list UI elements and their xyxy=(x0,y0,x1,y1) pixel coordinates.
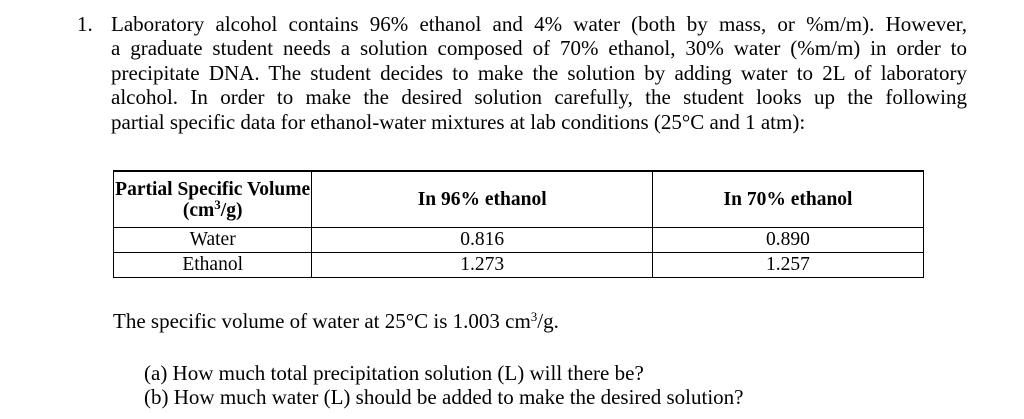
partial-specific-volume-table xyxy=(113,170,924,278)
cell-ethanol-96: 1.273 xyxy=(312,253,653,278)
question-b: (b) How much water (L) should be added to make the desired solution? xyxy=(144,385,744,409)
table-header-row xyxy=(114,171,924,228)
cell-ethanol-70: 1.257 xyxy=(652,253,923,278)
statement-line: a graduate student needs a solution composed of 70% ethanol, 30% water (%m/m) in order to xyxy=(111,36,967,61)
row-label-ethanol: Ethanol xyxy=(114,253,312,278)
table-row xyxy=(114,228,924,253)
problem-number: 1. xyxy=(77,12,93,36)
header-unit: $(cm^3/g)$ xyxy=(182,196,243,221)
header-96-ethanol: In 96% ethanol xyxy=(312,171,653,228)
statement-line: precipitate DNA. The student decides to make the solution by adding water to 2L of laboratory xyxy=(111,60,967,85)
header-70-ethanol: In 70% ethanol xyxy=(652,171,923,228)
specific-volume-statement: The specific volume of water at 25°C is 1.003 $cm^3/g$. xyxy=(113,309,559,333)
row-label-water: Water xyxy=(114,228,312,253)
statement-line: partial specific data for ethanol-water mixtures at lab conditions (25°C and 1 atm): xyxy=(111,109,806,134)
question-a: (a) How much total precipitation solution (L) will there be? xyxy=(144,361,644,385)
statement-line: alcohol. In order to make the desired solution carefully, the student looks up the following xyxy=(111,85,967,110)
header-label: Partial Specific Volume xyxy=(115,178,311,200)
table-row xyxy=(114,253,924,278)
header-partial-specific-volume xyxy=(114,171,312,228)
cell-water-96: 0.816 xyxy=(312,228,653,253)
cell-water-70: 0.890 xyxy=(652,228,923,253)
statement-line: Laboratory alcohol contains 96% ethanol and 4% water (both by mass, or %m/m). However, xyxy=(111,12,967,36)
problem-statement xyxy=(111,12,967,134)
